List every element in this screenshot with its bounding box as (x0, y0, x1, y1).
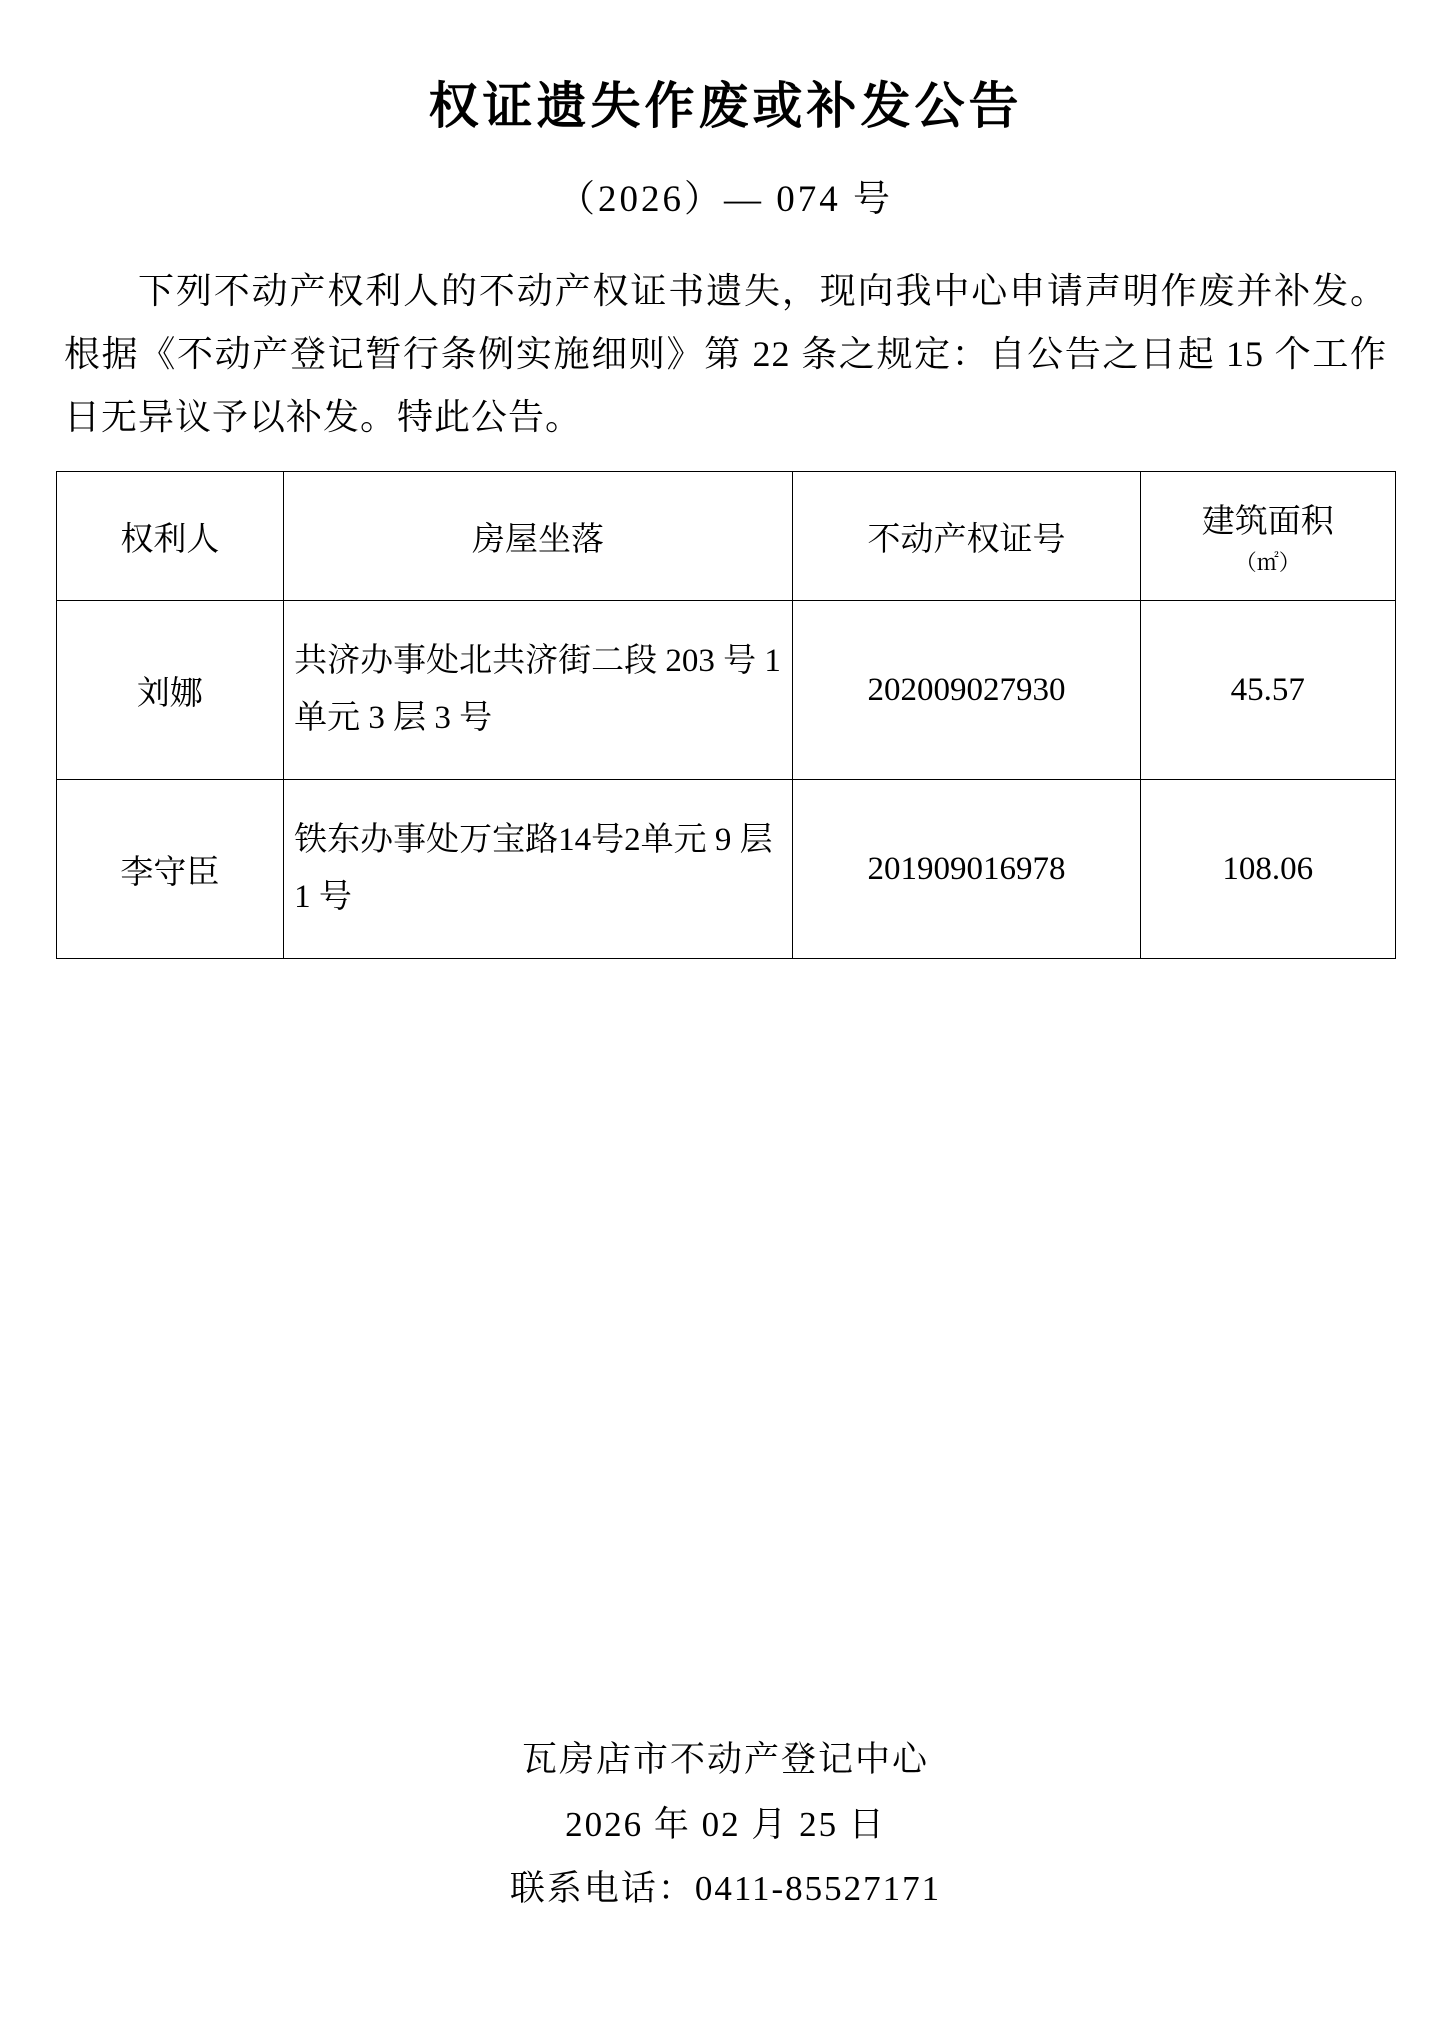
column-header-certificate: 不动产权证号 (792, 472, 1140, 601)
cell-area: 108.06 (1141, 780, 1395, 959)
table-row (56, 601, 1395, 780)
footer-contact: 联系电话：0411-85527171 (509, 1869, 942, 1909)
cell-area: 45.57 (1141, 601, 1395, 780)
footer-issuer: 瓦房店市不动产登记中心 (521, 1739, 929, 1779)
table-row (56, 780, 1395, 959)
notice-table (56, 471, 1396, 959)
document-footer (0, 1728, 1451, 1922)
notice-paragraph: 下列不动产权利人的不动产权证书遗失，现向我中心申请声明作废并补发。根据《不动产登记暂行条例实施细则》第 22 条之规定：自公告之日起 15 个工作日无异议予以补发。特此公告。 (64, 271, 1387, 438)
cell-owner: 刘娜 (56, 601, 284, 780)
table-header-row (56, 472, 1395, 601)
column-header-owner: 权利人 (56, 472, 284, 601)
cell-address: 铁东办事处万宝路14号2单元 9 层 1 号 (284, 780, 793, 959)
document-number: （2026）— 074 号 (558, 179, 893, 220)
page-title: 权证遗失作废或补发公告 (428, 77, 1023, 135)
cell-certificate: 202009027930 (792, 601, 1140, 780)
column-header-area-unit: （㎡） (1234, 550, 1301, 576)
column-header-address: 房屋坐落 (284, 472, 793, 601)
cell-owner: 李守臣 (56, 780, 284, 959)
document-page (0, 76, 1451, 2018)
column-header-area-label: 建筑面积 (1201, 504, 1334, 541)
cell-address: 共济办事处北共济街二段 203 号 1 单元 3 层 3 号 (284, 601, 793, 780)
footer-date: 2026 年 02 月 25 日 (565, 1804, 886, 1844)
column-header-area (1141, 472, 1395, 601)
cell-certificate: 201909016978 (792, 780, 1140, 959)
